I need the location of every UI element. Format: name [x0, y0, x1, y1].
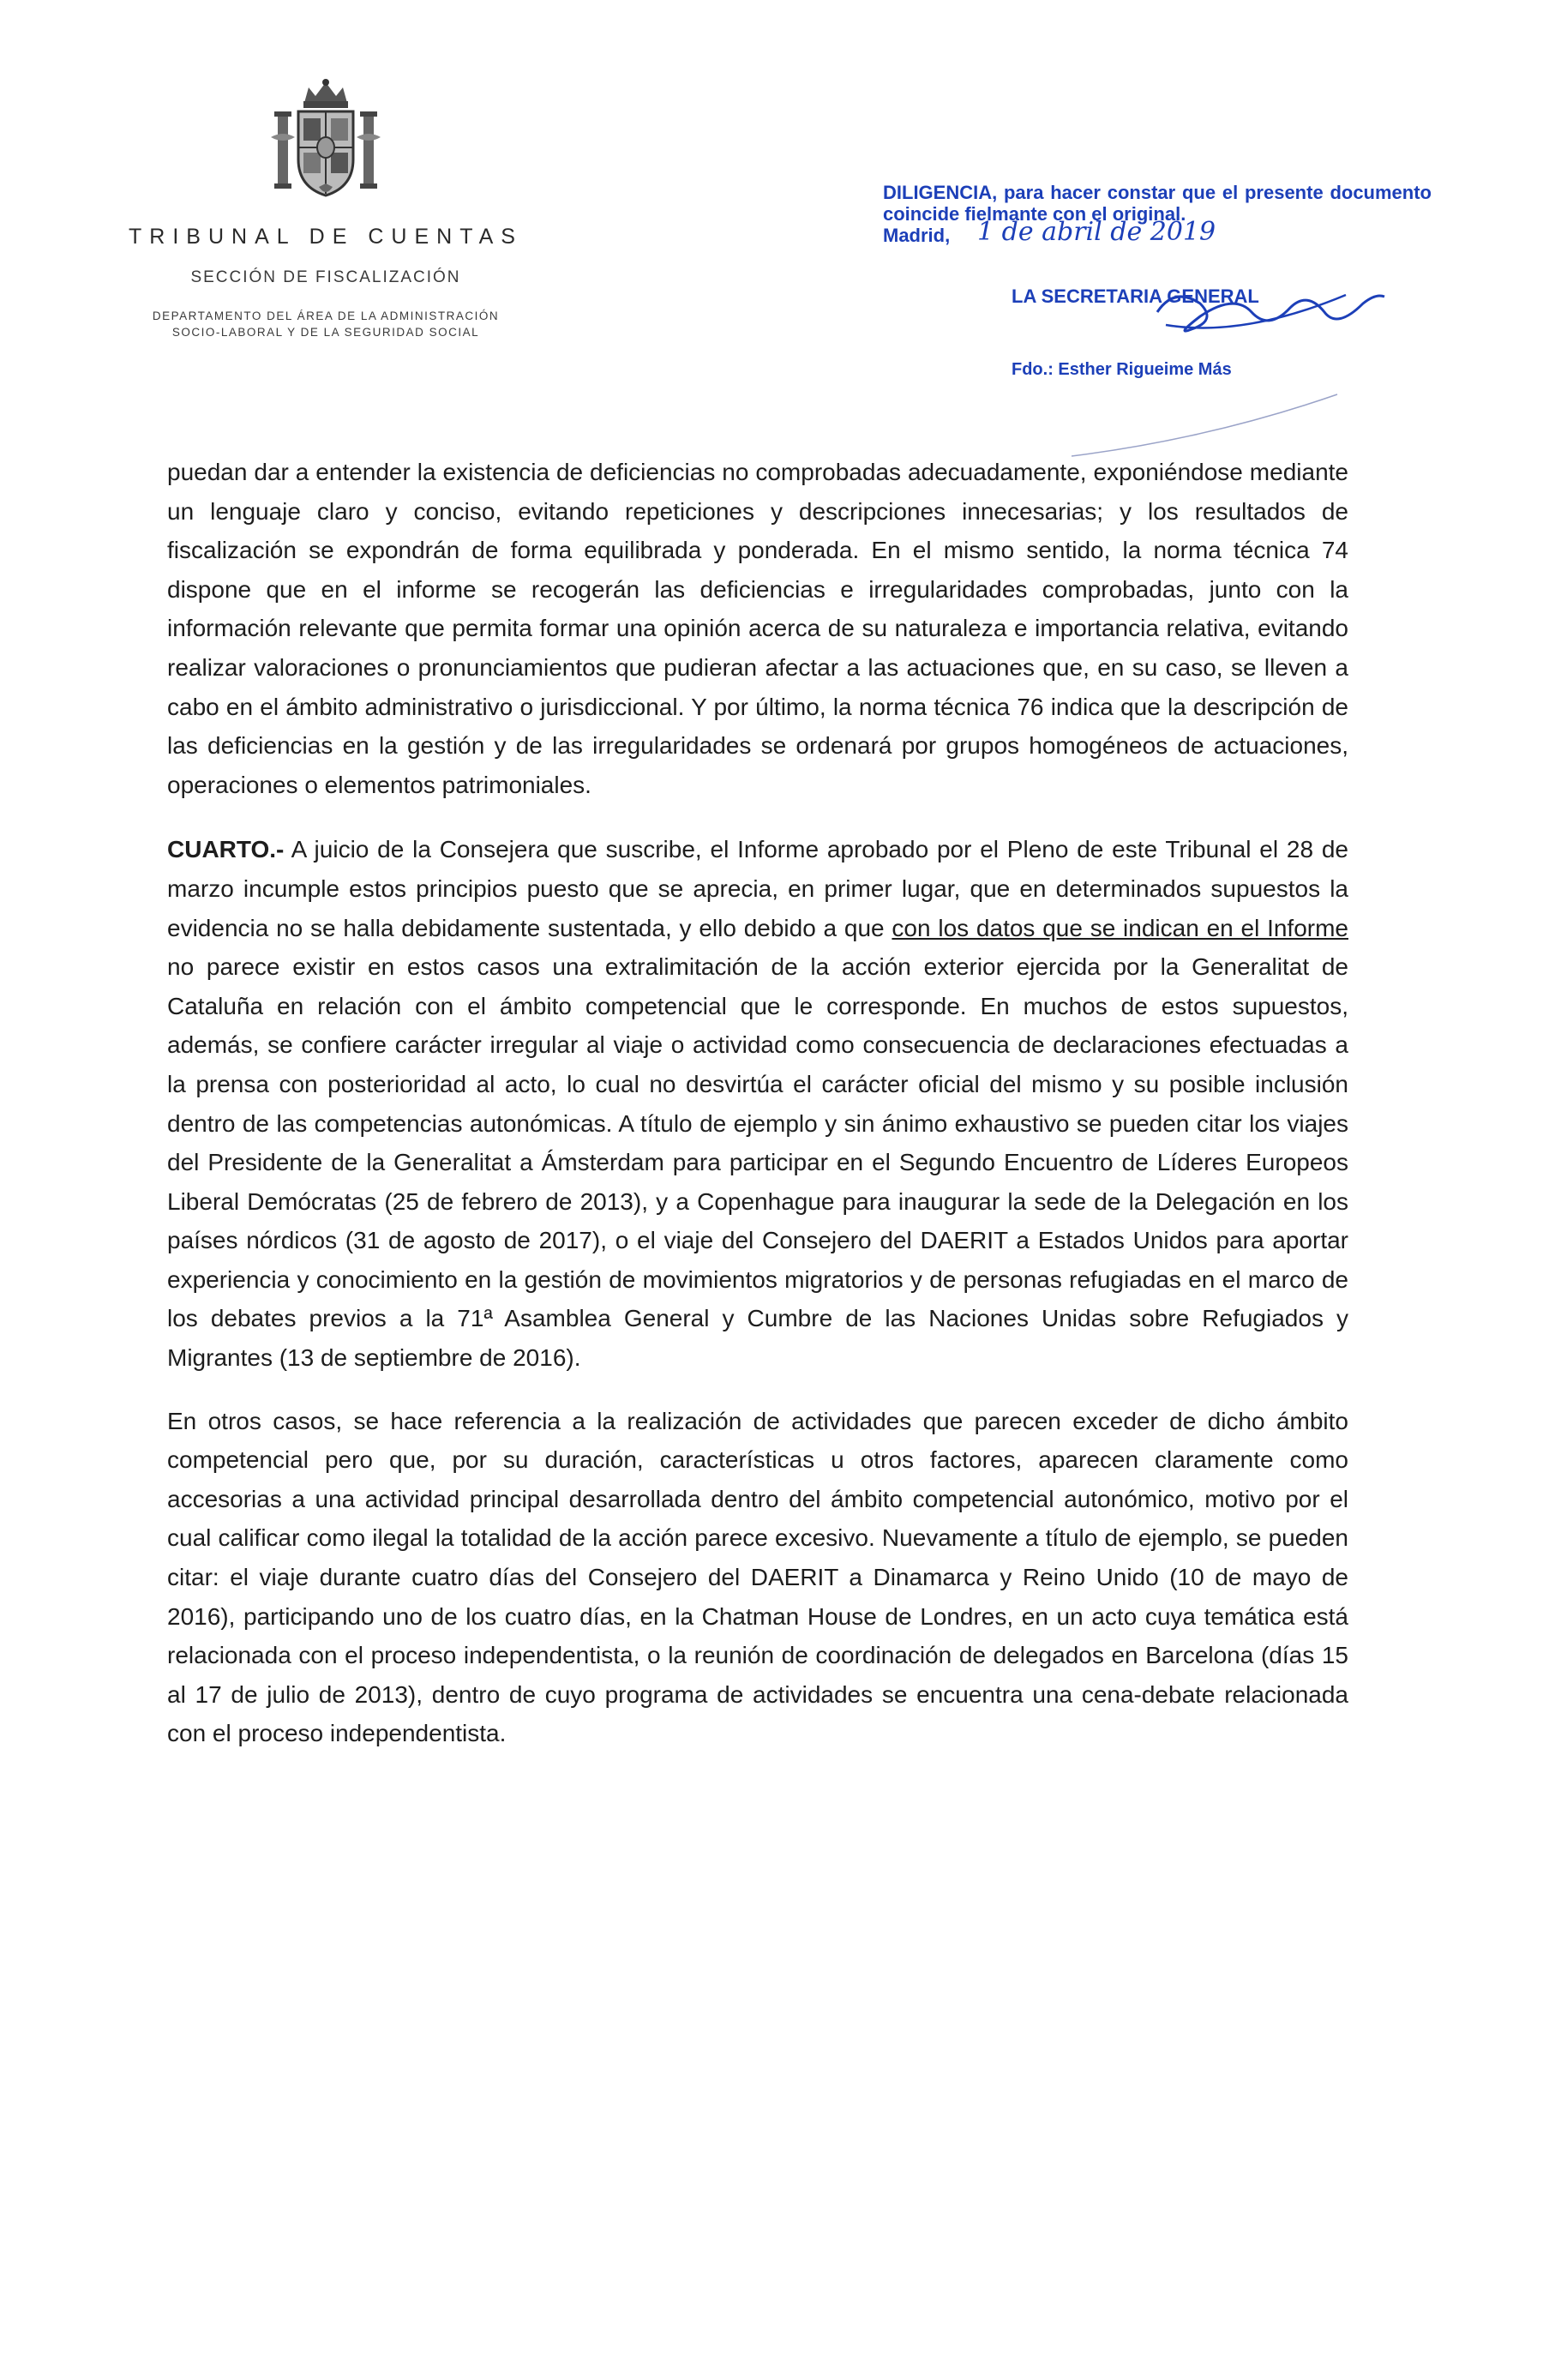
department-line-2: SOCIO-LABORAL Y DE LA SEGURIDAD SOCIAL	[171, 326, 480, 339]
paragraph-heading: CUARTO.-	[167, 836, 285, 863]
paragraph-text-b: no parece existir en estos casos una extralimitación de la acción exterior ejercida por la Generalitat de Cataluña en relación con el ámbito competencial que le corresponde. En muchos de estos supuestos, además, se confiere carácter irregular al viaje o actividad como consecuencia de declaraciones efectuadas a la prensa con posterioridad al acto, lo cual no desvirtúa el carácter oficial del mismo y su posible inclusión dentro de las competencias autonómicas. A título de ejemplo y sin ánimo exhaustivo se pueden citar los viajes del Presidente de la Generalitat a Ámsterdam para participar en el Segundo Encuentro de Líderes Europeos Liberal Demócratas (25 de febrero de 2013), y a Copenhague para inaugurar la sede de la Delegación en los países nórdicos (31 de agosto de 2017), o el viaje del Consejero del DAERIT a Estados Unidos para aportar experiencia y conocimiento en la gestión de movimientos migratorios y de personas refugiadas en el marco de los debates previos a la 71ª Asamblea General y Cumbre de las Naciones Unidas sobre Refugiados y Migrantes (13 de septiembre de 2016).	[167, 953, 1348, 1372]
institution-name: TRIBUNAL DE CUENTAS	[129, 225, 523, 249]
section-name: SECCIÓN DE FISCALIZACIÓN	[190, 268, 461, 286]
department-name	[51, 308, 600, 340]
paragraph-3: En otros casos, se hace referencia a la realización de actividades que parecen exceder de dicho ámbito competencial pero que, por su duración, características u otros factores, aparecen claramente como accesorias a una actividad principal desarrollada dentro del ámbito competencial autonómico, motivo por el cual calificar como ilegal la totalidad de la acción parece excesivo. Nuevamente a título de ejemplo, se pueden citar: el viaje durante cuatro días del Consejero del DAERIT a Dinamarca y Reino Unido (10 de mayo de 2016), participando uno de los cuatro días, en la Chatman House de Londres, en un acto cuya temática está relacionada con el proceso independentista, o la reunión de coordinación de delegados en Barcelona (días 15 al 17 de julio de 2013), dentro de cuyo programa de actividades se encuentra una cena-debate relacionada con el proceso independentista.	[167, 1407, 1348, 1747]
document-body	[167, 453, 1348, 1777]
paragraph-cuarto	[167, 830, 1348, 1377]
stamp-text: DILIGENCIA, para hacer constar que el presente documento coincide fielmante con el original.	[883, 182, 1432, 225]
department-line-1: DEPARTAMENTO DEL ÁREA DE LA ADMINISTRACIÓN	[152, 310, 500, 322]
coat-of-arms-icon	[266, 77, 386, 206]
paragraph-1: puedan dar a entender la existencia de deficiencias no comprobadas adecuadamente, exponiéndose mediante un lenguaje claro y conciso, evitando repeticiones y descripciones innecesarias; y los resultados de fiscalización se expondrán de forma equilibrada y ponderada. En el mismo sentido, la norma técnica 74 dispone que en el informe se recogerán las deficiencias e irregularidades comprobadas, junto con la información relevante que permita formar una opinión acerca de su naturaleza e importancia relativa, evitando realizar valoraciones o pronunciamientos que pudieran afectar a las actuaciones que, en su caso, se lleven a cabo en el ámbito administrativo o jurisdiccional. Y por último, la norma técnica 76 indica que la descripción de las deficiencias en la gestión y de las irregularidades se ordenará por grupos homogéneos de actuaciones, operaciones o elementos patrimoniales.	[167, 459, 1348, 798]
letterhead	[51, 77, 600, 340]
underlined-phrase: con los datos que se indican en el Informe	[892, 914, 1348, 941]
handwritten-date: 1 de abril de 2019	[977, 217, 1216, 247]
stamp-place: Madrid,	[883, 225, 951, 246]
signature-scribble	[1140, 278, 1389, 355]
stamp-role: LA SECRETARIA GENERAL	[1012, 285, 1259, 307]
diligencia-stamp	[883, 182, 1432, 379]
stamp-date-line	[883, 217, 1432, 250]
paragraph-text-a: A juicio de la Consejera que suscribe, el Informe aprobado por el Pleno de este Tribunal el 28 de marzo incumple estos principios puesto que se aprecia, en primer lugar, que en determinados supuestos la evidencia no se halla debidamente sustentada, y ello debido a que	[167, 836, 1348, 941]
stamp-signed-by: Fdo.: Esther Rigueime Más	[1012, 360, 1232, 379]
